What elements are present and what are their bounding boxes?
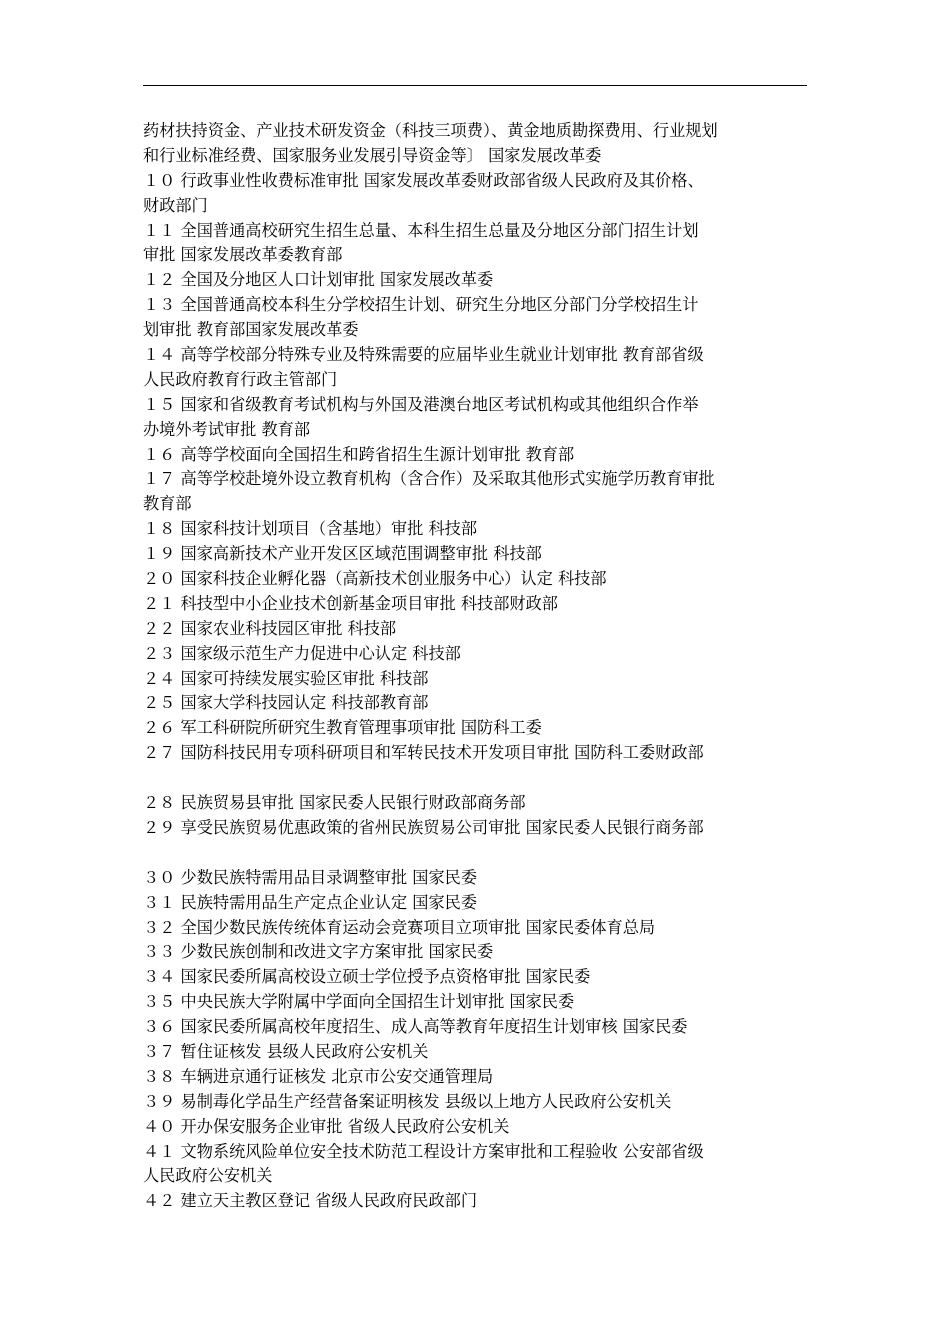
text-line: ３６ 国家民委所属高校年度招生、成人高等教育年度招生计划审核 国家民委 xyxy=(143,1017,688,1037)
text-line: ２８ 民族贸易县审批 国家民委人民银行财政部商务部 xyxy=(143,793,526,813)
text-line: ２４ 国家可持续发展实验区审批 科技部 xyxy=(143,668,429,688)
text-line: 人民政府公安机关 xyxy=(143,1166,273,1186)
text-line: 办境外考试审批 教育部 xyxy=(143,419,311,439)
text-line: ３７ 暂住证核发 县级人民政府公安机关 xyxy=(143,1041,429,1061)
text-line: 人民政府教育行政主管部门 xyxy=(143,369,338,389)
text-line: 审批 国家发展改革委教育部 xyxy=(143,245,343,265)
text-line: １１ 全国普通高校研究生招生总量、本科生招生总量及分地区分部门招生计划 xyxy=(143,220,699,240)
text-line: 财政部门 xyxy=(143,195,208,215)
blank-line xyxy=(143,841,811,866)
blank-line xyxy=(143,766,811,791)
text-line: ２０ 国家科技企业孵化器（高新技术创业服务中心）认定 科技部 xyxy=(143,569,607,589)
text-line: １６ 高等学校面向全国招生和跨省招生生源计划审批 教育部 xyxy=(143,444,575,464)
text-line: ２６ 军工科研院所研究生教育管理事项审批 国防科工委 xyxy=(143,718,542,738)
text-line: １７ 高等学校赴境外设立教育机构（含合作）及采取其他形式实施学历教育审批 xyxy=(143,469,715,489)
text-line: ４１ 文物系统风险单位安全技术防范工程设计方案审批和工程验收 公安部省级 xyxy=(143,1141,704,1161)
text-line: １０ 行政事业性收费标准审批 国家发展改革委财政部省级人民政府及其价格、 xyxy=(143,170,704,190)
text-line: ２１ 科技型中小企业技术创新基金项目审批 科技部财政部 xyxy=(143,593,558,613)
text-line: 划审批 教育部国家发展改革委 xyxy=(143,320,359,340)
text-line: ３５ 中央民族大学附属中学面向全国招生计划审批 国家民委 xyxy=(143,992,575,1012)
text-line: １９ 国家高新技术产业开发区区域范围调整审批 科技部 xyxy=(143,544,542,564)
text-line: ４２ 建立天主教区登记 省级人民政府民政部门 xyxy=(143,1191,478,1211)
text-line: １２ 全国及分地区人口计划审批 国家发展改革委 xyxy=(143,270,494,290)
text-line: 药材扶持资金、产业技术研发资金（科技三项费）、黄金地质勘探费用、行业规划 xyxy=(143,121,718,140)
text-line: ３２ 全国少数民族传统体育运动会竞赛项目立项审批 国家民委体育总局 xyxy=(143,917,656,937)
text-line: ２７ 国防科技民用专项科研项目和军转民技术开发项目审批 国防科工委财政部 xyxy=(143,743,704,763)
text-line: ３９ 易制毒化学品生产经营备案证明核发 县级以上地方人民政府公安机关 xyxy=(143,1091,672,1111)
text-line: ２５ 国家大学科技园认定 科技部教育部 xyxy=(143,693,429,713)
text-line: ３４ 国家民委所属高校设立硕士学位授予点资格审批 国家民委 xyxy=(143,967,591,987)
text-line: ２２ 国家农业科技园区审批 科技部 xyxy=(143,618,397,638)
text-line: ４０ 开办保安服务企业审批 省级人民政府公安机关 xyxy=(143,1116,510,1136)
text-line: ３３ 少数民族创制和改进文字方案审批 国家民委 xyxy=(143,942,494,962)
text-line: 教育部 xyxy=(143,494,192,514)
text-line: ２９ 享受民族贸易优惠政策的省州民族贸易公司审批 国家民委人民银行商务部 xyxy=(143,817,704,837)
text-line: ２３ 国家级示范生产力促进中心认定 科技部 xyxy=(143,643,461,663)
text-line: ３１ 民族特需用品生产定点企业认定 国家民委 xyxy=(143,892,478,912)
text-line: １８ 国家科技计划项目（含基地）审批 科技部 xyxy=(143,519,478,539)
text-line: １５ 国家和省级教育考试机构与外国及港澳台地区考试机构或其他组织合作举 xyxy=(143,394,699,414)
text-line: ３８ 车辆进京通行证核发 北京市公安交通管理局 xyxy=(143,1066,494,1086)
text-line: １４ 高等学校部分特殊专业及特殊需要的应届毕业生就业计划审批 教育部省级 xyxy=(143,345,704,365)
text-line: ３０ 少数民族特需用品目录调整审批 国家民委 xyxy=(143,867,478,887)
text-line: 和行业标准经费、国家服务业发展引导资金等〕 国家发展改革委 xyxy=(143,145,602,165)
text-line: １３ 全国普通高校本科生分学校招生计划、研究生分地区分部门分学校招生计 xyxy=(143,295,699,315)
header-rule xyxy=(143,85,807,86)
document-body xyxy=(143,119,811,1214)
